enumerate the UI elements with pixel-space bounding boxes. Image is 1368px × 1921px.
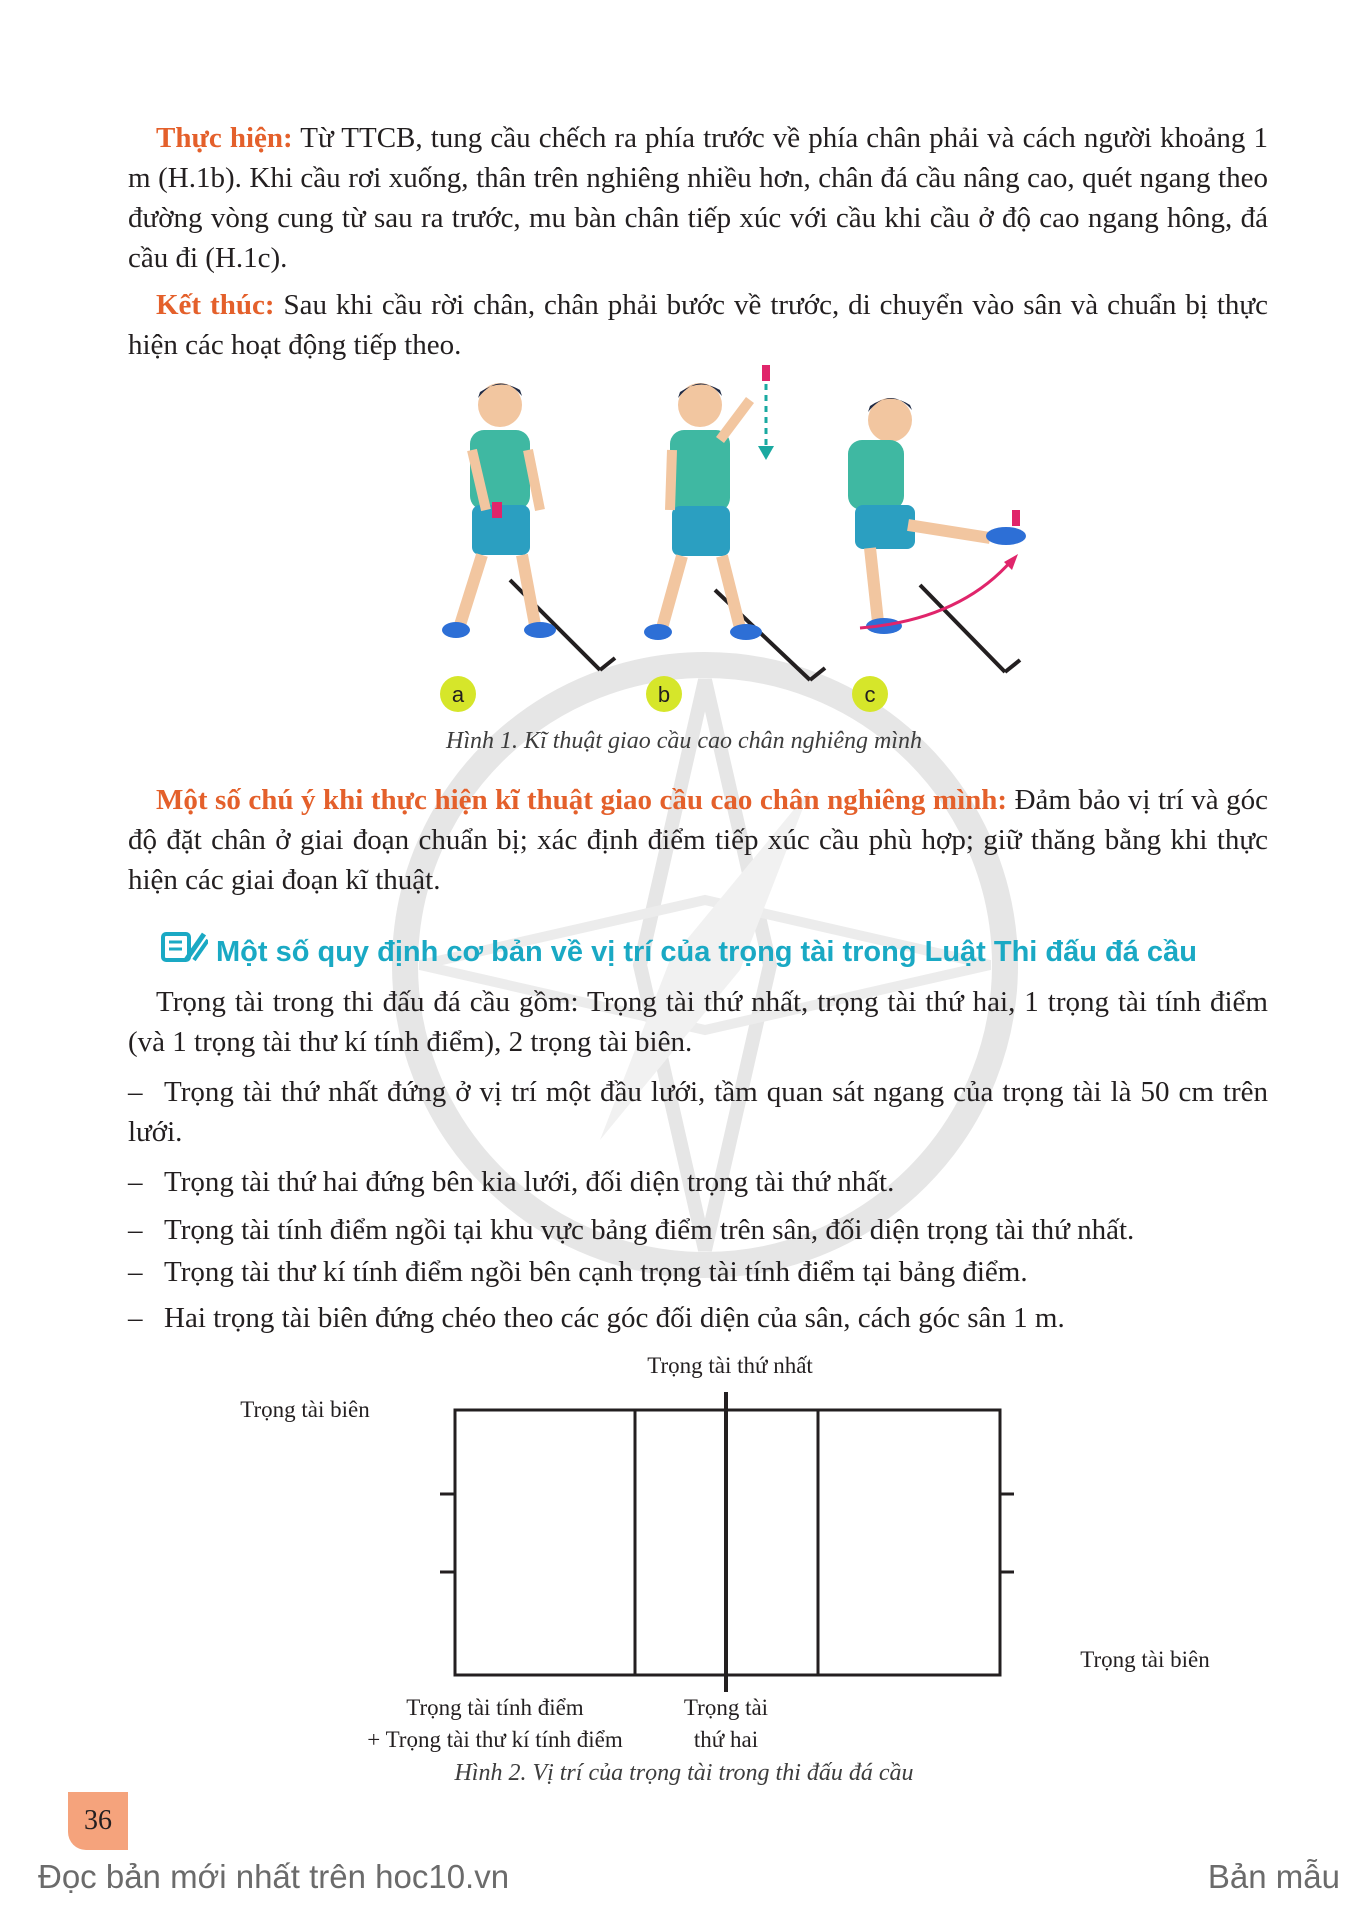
badge-c-label: c bbox=[864, 682, 876, 707]
figure-1-illustration bbox=[400, 360, 1040, 720]
page-number: 36 bbox=[68, 1792, 128, 1850]
badge-a-label: a bbox=[451, 682, 465, 707]
referee-intro-text: Trọng tài trong thi đấu đá cầu gồm: Trọng tài thứ nhất, trọng tài thứ hai, 1 trọng tài tính điểm (và 1 trọng tài thư kí tính điểm), 2 trọng tài biên. bbox=[128, 986, 1268, 1058]
player-a bbox=[442, 383, 615, 670]
figure-2-caption: Hình 2. Vị trí của trọng tài trong thi đấu đá cầu bbox=[454, 1760, 914, 1786]
bullet-item: – Trọng tài thứ nhất đứng ở vị trí một đầu lưới, tầm quan sát ngang của trọng tài là 50 cm trên lưới. bbox=[128, 1076, 1268, 1148]
line-judge-top-left-label: Trọng tài biên bbox=[240, 1397, 370, 1422]
figure-1-caption: Hình 1. Kĩ thuật giao cầu cao chân nghiêng mình bbox=[446, 728, 922, 754]
finish-text: Sau khi cầu rời chân, chân phải bước về trước, di chuyển vào sân và chuẩn bị thực hiện các hoạt động tiếp theo. bbox=[128, 289, 1268, 361]
notes-paragraph bbox=[128, 780, 1268, 900]
referee-intro-paragraph bbox=[128, 982, 1268, 1062]
finish-paragraph bbox=[128, 285, 1268, 365]
line-judge-bottom-right-label: Trọng tài biên bbox=[1080, 1647, 1210, 1672]
execution-label: Thực hiện: bbox=[156, 122, 293, 154]
pencil-note-icon bbox=[160, 930, 208, 977]
footer-sample-label: Bản mẫu bbox=[1207, 1858, 1340, 1895]
bullet-item: – Trọng tài tính điểm ngồi tại khu vực bảng điểm trên sân, đối diện trọng tài thứ nhất. bbox=[128, 1214, 1135, 1246]
notes-label: Một số chú ý khi thực hiện kĩ thuật giao cầu cao chân nghiêng mình: bbox=[156, 784, 1008, 816]
bullet-item: – Hai trọng tài biên đứng chéo theo các góc đối diện của sân, cách góc sân 1 m. bbox=[128, 1302, 1065, 1334]
bullet-item: – Trọng tài thứ hai đứng bên kia lưới, đối diện trọng tài thứ nhất. bbox=[128, 1166, 895, 1198]
first-referee-label: Trọng tài thứ nhất bbox=[647, 1353, 813, 1378]
player-c bbox=[848, 398, 1026, 672]
player-b bbox=[644, 365, 825, 680]
execution-text: Từ TTCB, tung cầu chếch ra phía trước về phía chân phải và cách người khoảng 1 m (H.1b). Khi cầu rơi xuống, thân trên nghiêng nhiều hơn, chân đá cầu nâng cao, quét ngang theo đường vòng cung từ sau ra trước, mu bàn chân tiếp xúc với cầu khi cầu ở độ cao ngang hông, đá cầu đi (H.1c). bbox=[128, 122, 1268, 274]
bullet-item: – Trọng tài thư kí tính điểm ngồi bên cạnh trọng tài tính điểm tại bảng điểm. bbox=[128, 1256, 1028, 1288]
section-heading bbox=[160, 930, 1280, 974]
second-referee-label: Trọng tài thứ hai bbox=[683, 1695, 769, 1752]
section-title: Một số quy định cơ bản về vị trí của trọng tài trong Luật Thi đấu đá cầu bbox=[216, 936, 1197, 969]
execution-paragraph bbox=[128, 118, 1268, 278]
footer-source-link[interactable]: Đọc bản mới nhất trên hoc10.vn bbox=[38, 1858, 510, 1895]
badge-b-label: b bbox=[657, 682, 671, 707]
scorer-label: Trọng tài tính điểm + Trọng tài thư kí tính điểm bbox=[367, 1695, 623, 1752]
finish-label: Kết thúc: bbox=[156, 289, 275, 321]
notes-text: Đảm bảo vị trí và góc độ đặt chân ở giai đoạn chuẩn bị; xác định điểm tiếp xúc cầu phù hợp; giữ thăng bằng khi thực hiện các giai đoạn kĩ thuật. bbox=[128, 784, 1268, 896]
